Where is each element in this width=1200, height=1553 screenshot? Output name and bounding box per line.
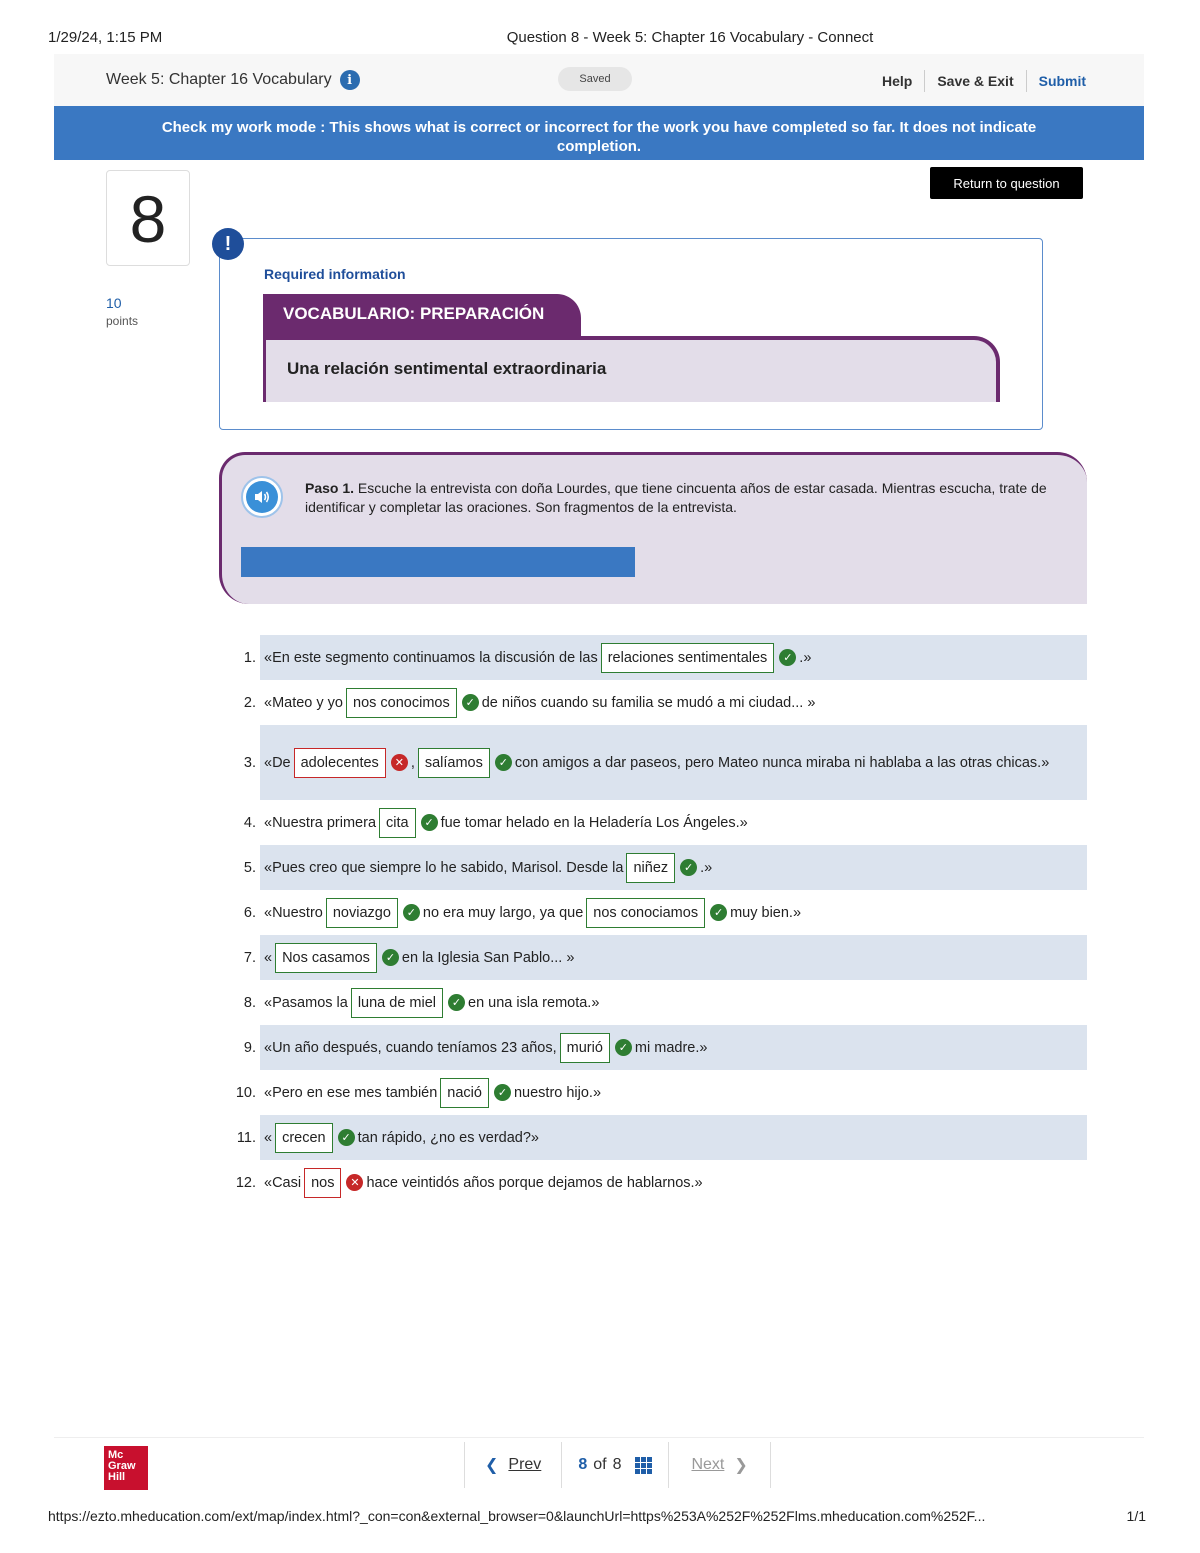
print-title: Question 8 - Week 5: Chapter 16 Vocabulary - Connect xyxy=(506,29,874,46)
correct-icon: ✓ xyxy=(421,814,438,831)
item-number: 6. xyxy=(243,904,256,921)
item-text: hace veintidós años porque dejamos de hablarnos.» xyxy=(366,1174,703,1191)
item-body xyxy=(260,635,1087,680)
answer-field[interactable]: nos xyxy=(304,1168,341,1198)
item-text: «Pues creo que siempre lo he sabido, Marisol. Desde la xyxy=(264,859,624,876)
answer-field[interactable]: nos conociamos xyxy=(586,898,705,928)
answer-field[interactable]: adolecentes xyxy=(294,748,386,778)
current-page: 8 xyxy=(578,1456,588,1473)
item-text: de niños cuando su familia se mudó a mi ciudad... » xyxy=(481,694,816,711)
assignment-title xyxy=(106,70,360,90)
paso-label: Paso 1. xyxy=(305,480,355,496)
return-to-question-button[interactable]: Return to question xyxy=(930,167,1083,199)
item-text: «Mateo y yo xyxy=(264,694,343,711)
item-body xyxy=(260,1160,1087,1205)
item-number: 4. xyxy=(243,814,256,831)
paso-instructions xyxy=(305,479,1065,517)
question-item xyxy=(230,845,1087,890)
item-text: fue tomar helado en la Heladería Los Ángeles.» xyxy=(440,814,748,831)
mcgraw-hill-logo: Mc Graw Hill xyxy=(104,1446,148,1490)
item-body xyxy=(260,845,1087,890)
answer-field[interactable]: cita xyxy=(379,808,416,838)
chevron-right-icon: ❯ xyxy=(734,1457,748,1474)
item-text: mi madre.» xyxy=(634,1039,708,1056)
incorrect-icon: ✕ xyxy=(391,754,408,771)
answer-field[interactable]: luna de miel xyxy=(351,988,443,1018)
question-item xyxy=(230,980,1087,1025)
question-item xyxy=(230,935,1087,980)
item-text: no era muy largo, ya que xyxy=(422,904,584,921)
page-count[interactable] xyxy=(562,1456,668,1474)
correct-icon: ✓ xyxy=(680,859,697,876)
item-body xyxy=(260,800,1087,845)
of-label: of xyxy=(593,1456,607,1473)
item-text: con amigos a dar paseos, pero Mateo nunca miraba ni hablaba a las otras chicas.» xyxy=(514,754,1050,771)
item-text: «Nuestro xyxy=(264,904,323,921)
answer-field[interactable]: crecen xyxy=(275,1123,333,1153)
item-number: 5. xyxy=(243,859,256,876)
answer-field[interactable]: salíamos xyxy=(418,748,490,778)
audio-progress-bar[interactable] xyxy=(241,547,635,577)
item-body xyxy=(260,935,1087,980)
item-text: «Casi xyxy=(264,1174,302,1191)
item-text: «De xyxy=(264,754,291,771)
item-body xyxy=(260,980,1087,1025)
item-text: nuestro hijo.» xyxy=(513,1084,602,1101)
answer-field[interactable]: relaciones sentimentales xyxy=(601,643,775,673)
correct-icon: ✓ xyxy=(462,694,479,711)
correct-icon: ✓ xyxy=(779,649,796,666)
correct-icon: ✓ xyxy=(338,1129,355,1146)
alert-icon: ! xyxy=(212,228,244,260)
item-number: 8. xyxy=(243,994,256,1011)
answer-field[interactable]: Nos casamos xyxy=(275,943,377,973)
required-info-label: Required information xyxy=(264,266,406,282)
check-work-banner xyxy=(54,106,1144,160)
item-text: «Nuestra primera xyxy=(264,814,377,831)
item-text: tan rápido, ¿no es verdad?» xyxy=(357,1129,539,1146)
item-number: 11. xyxy=(236,1129,256,1146)
next-button[interactable] xyxy=(669,1455,769,1475)
audio-play-button[interactable] xyxy=(241,476,283,518)
question-item xyxy=(230,1025,1087,1070)
item-body xyxy=(260,1070,1087,1115)
item-text: «Pero en ese mes también xyxy=(264,1084,438,1101)
print-date: 1/29/24, 1:15 PM xyxy=(48,29,163,46)
pager xyxy=(464,1440,771,1490)
item-body xyxy=(260,1025,1087,1070)
print-url: https://ezto.mheducation.com/ext/map/index.html?_con=con&external_browser=0&launchUrl=https%253A%252F%252Flms.mheducation.com%252F... xyxy=(48,1508,986,1524)
item-text: «Pasamos la xyxy=(264,994,348,1011)
item-number: 12. xyxy=(235,1174,256,1191)
save-exit-link[interactable]: Save & Exit xyxy=(925,70,1026,92)
question-item xyxy=(230,725,1087,800)
item-number: 2. xyxy=(243,694,256,711)
question-item xyxy=(230,800,1087,845)
item-text: «En este segmento continuamos la discusión de las xyxy=(264,649,598,666)
correct-icon: ✓ xyxy=(710,904,727,921)
item-text: «Un año después, cuando teníamos 23 años, xyxy=(264,1039,557,1056)
prev-button[interactable] xyxy=(465,1455,561,1475)
chevron-left-icon: ❮ xyxy=(485,1457,499,1474)
item-text: muy bien.» xyxy=(730,904,802,921)
answer-field[interactable]: noviazgo xyxy=(326,898,398,928)
prev-label: Prev xyxy=(508,1456,542,1473)
item-text: , xyxy=(410,754,415,771)
correct-icon: ✓ xyxy=(403,904,420,921)
paso-box xyxy=(219,452,1087,604)
incorrect-icon: ✕ xyxy=(346,1174,363,1191)
vocab-tab: VOCABULARIO: PREPARACIÓN xyxy=(263,294,581,338)
item-text: .» xyxy=(700,859,713,876)
total-pages: 8 xyxy=(612,1456,622,1473)
answer-field[interactable]: murió xyxy=(560,1033,610,1063)
item-number: 1. xyxy=(243,649,256,666)
footer-divider xyxy=(54,1437,1144,1438)
item-number: 9. xyxy=(243,1039,256,1056)
item-text: « xyxy=(264,1129,273,1146)
correct-icon: ✓ xyxy=(615,1039,632,1056)
submit-link[interactable]: Submit xyxy=(1038,73,1087,89)
item-number: 3. xyxy=(243,754,256,771)
correct-icon: ✓ xyxy=(448,994,465,1011)
banner-text: Check my work mode : This shows what is correct or incorrect for the work you have completed so far. It does not indicate completion. xyxy=(161,119,1037,155)
header-nav xyxy=(870,70,1098,92)
question-item xyxy=(230,1160,1087,1205)
speaker-icon xyxy=(246,481,278,513)
points-value: 10 xyxy=(106,295,122,311)
item-body xyxy=(260,1115,1087,1160)
answer-field[interactable]: nació xyxy=(440,1078,489,1108)
item-body xyxy=(260,725,1087,800)
correct-icon: ✓ xyxy=(494,1084,511,1101)
item-number: 10. xyxy=(235,1084,256,1101)
question-item xyxy=(230,680,1087,725)
question-item xyxy=(230,1115,1087,1160)
vocab-subtitle: Una relación sentimental extraordinaria xyxy=(287,359,607,378)
points-label: points xyxy=(106,314,139,328)
item-body xyxy=(260,890,1087,935)
grid-icon[interactable] xyxy=(635,1457,652,1474)
question-item xyxy=(230,890,1087,935)
item-number: 7. xyxy=(243,949,256,966)
answer-field[interactable]: niñez xyxy=(626,853,675,883)
assignment-title-text: Week 5: Chapter 16 Vocabulary xyxy=(106,71,332,88)
help-link[interactable]: Help xyxy=(870,70,925,92)
info-icon[interactable]: i xyxy=(340,70,360,90)
saved-badge: Saved xyxy=(558,67,632,91)
paso-text: Escuche la entrevista con doña Lourdes, que tiene cincuenta años de estar casada. Mientras escucha, trate de identificar y completar las oraciones. Son fragmentos de la entrevista. xyxy=(305,480,1047,515)
print-page: 1/1 xyxy=(1126,1508,1146,1524)
item-text: en una isla remota.» xyxy=(468,994,600,1011)
correct-icon: ✓ xyxy=(382,949,399,966)
question-number: 8 xyxy=(106,170,190,266)
item-text: « xyxy=(264,949,273,966)
question-item xyxy=(230,635,1087,680)
answer-field[interactable]: nos conocimos xyxy=(346,688,457,718)
next-label: Next xyxy=(691,1456,725,1473)
item-text: en la Iglesia San Pablo... » xyxy=(401,949,575,966)
item-text: .» xyxy=(799,649,812,666)
item-body xyxy=(260,680,1087,725)
question-item xyxy=(230,1070,1087,1115)
correct-icon: ✓ xyxy=(495,754,512,771)
